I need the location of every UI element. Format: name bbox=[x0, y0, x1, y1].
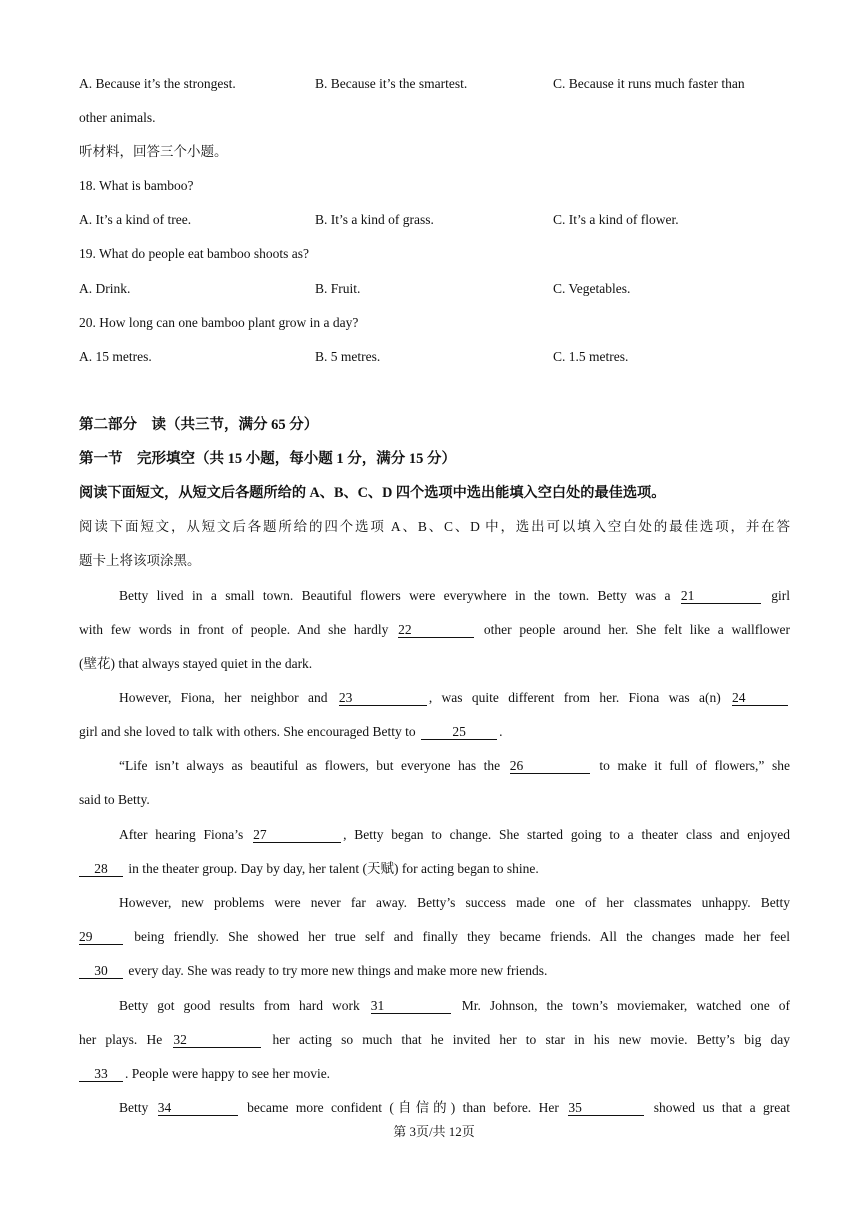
bold-instruction: 阅读下面短文，从短文后各题所给的 A、B、C、D 四个选项中选出能填入空白处的最佳选项。 bbox=[79, 485, 666, 501]
blank-27[interactable]: 27 bbox=[253, 827, 341, 843]
page-footer: 第 3页/共 12页 bbox=[393, 1124, 475, 1139]
question-option-a: A. 15 metres. bbox=[79, 349, 152, 364]
instruction-line: 题卡上将该项涂黑。 bbox=[79, 553, 201, 568]
passage-line: However, Fiona, her neighbor and 23 , was quite different from her. Fiona was a(n) 24 bbox=[119, 689, 790, 707]
question-stem: 20. How long can one bamboo plant grow in a day? bbox=[79, 315, 359, 330]
blank-25[interactable]: 25 bbox=[421, 724, 497, 740]
passage-line: Betty 34 became more confident (自信的) than before. Her 35 showed us that a great bbox=[119, 1100, 791, 1115]
passage-line: 33 . People were happy to see her movie. bbox=[79, 1065, 330, 1083]
passage-line: Betty lived in a small town. Beautiful flowers were everywhere in the town. Betty was a 21 girl bbox=[119, 588, 790, 603]
q17-option-b: B. Because it’s the smartest. bbox=[315, 76, 468, 91]
blank-24[interactable]: 24 bbox=[732, 690, 788, 706]
blank-32[interactable]: 32 bbox=[173, 1032, 261, 1048]
question-stem: 18. What is bamboo? bbox=[79, 178, 194, 193]
passage-line: girl and she loved to talk with others. She encouraged Betty to 25 . bbox=[79, 724, 503, 739]
question-option-c: C. Vegetables. bbox=[553, 281, 631, 296]
passage-line: (壁花) that always stayed quiet in the dark. bbox=[79, 656, 313, 671]
question-option-b: B. 5 metres. bbox=[315, 349, 381, 364]
instruction-line: 阅读下面短文，从短文后各题所给的四个选项 A、B、C、D 中，选出可以填入空白处的最佳选项，并在答 bbox=[79, 519, 790, 534]
section-heading: 第一节 完形填空（共 15 小题，每小题 1 分，满分 15 分） bbox=[79, 451, 456, 467]
part-heading: 第二部分 读（共三节，满分 65 分） bbox=[79, 417, 319, 433]
q17-option-a: A. Because it’s the strongest. bbox=[79, 76, 236, 91]
question-option-a: A. Drink. bbox=[79, 281, 131, 296]
passage-line: 30 every day. She was ready to try more new things and make more new friends. bbox=[79, 962, 547, 980]
question-option-c: C. It’s a kind of flower. bbox=[553, 212, 679, 227]
q17-option-c-continuation: other animals. bbox=[79, 110, 156, 125]
question-option-b: B. It’s a kind of grass. bbox=[315, 212, 434, 227]
blank-30[interactable]: 30 bbox=[79, 963, 123, 979]
blank-35[interactable]: 35 bbox=[568, 1100, 644, 1116]
blank-28[interactable]: 28 bbox=[79, 861, 123, 877]
passage-line: 29 being friendly. She showed her true self and finally they became friends. All the changes made her feel bbox=[79, 929, 790, 944]
blank-29[interactable]: 29 bbox=[79, 929, 123, 945]
passage-line: her plays. He 32 her acting so much that he invited her to star in his new movie. Betty’s big day bbox=[79, 1032, 790, 1047]
passage-line: “Life isn’t always as beautiful as flowers, but everyone has the 26 to make it full of flowers,” she bbox=[119, 758, 790, 773]
passage-line: Betty got good results from hard work 31 Mr. Johnson, the town’s moviemaker, watched one of bbox=[119, 998, 790, 1013]
blank-33[interactable]: 33 bbox=[79, 1066, 123, 1082]
blank-34[interactable]: 34 bbox=[158, 1100, 238, 1116]
passage-line: 28 in the theater group. Day by day, her talent (天赋) for acting began to shine. bbox=[79, 860, 539, 878]
question-option-c: C. 1.5 metres. bbox=[553, 349, 629, 364]
question-option-b: B. Fruit. bbox=[315, 281, 361, 296]
passage-line: After hearing Fiona’s 27 , Betty began to change. She started going to a theater class and enjoyed bbox=[119, 827, 791, 842]
blank-31[interactable]: 31 bbox=[371, 998, 451, 1014]
blank-26[interactable]: 26 bbox=[510, 758, 590, 774]
question-stem: 19. What do people eat bamboo shoots as? bbox=[79, 246, 309, 261]
passage-line: with few words in front of people. And she hardly 22 other people around her. She felt like a wallflower bbox=[79, 622, 791, 637]
passage-line: However, new problems were never far away. Betty’s success made one of her classmates unhappy. Betty bbox=[119, 895, 790, 910]
passage-line: said to Betty. bbox=[79, 792, 150, 807]
question-option-a: A. It’s a kind of tree. bbox=[79, 212, 192, 227]
blank-22[interactable]: 22 bbox=[398, 622, 474, 638]
listening-instruction: 听材料，回答三个小题。 bbox=[79, 144, 228, 159]
blank-23[interactable]: 23 bbox=[339, 690, 427, 706]
q17-option-c: C. Because it runs much faster than bbox=[553, 76, 745, 91]
blank-21[interactable]: 21 bbox=[681, 588, 761, 604]
